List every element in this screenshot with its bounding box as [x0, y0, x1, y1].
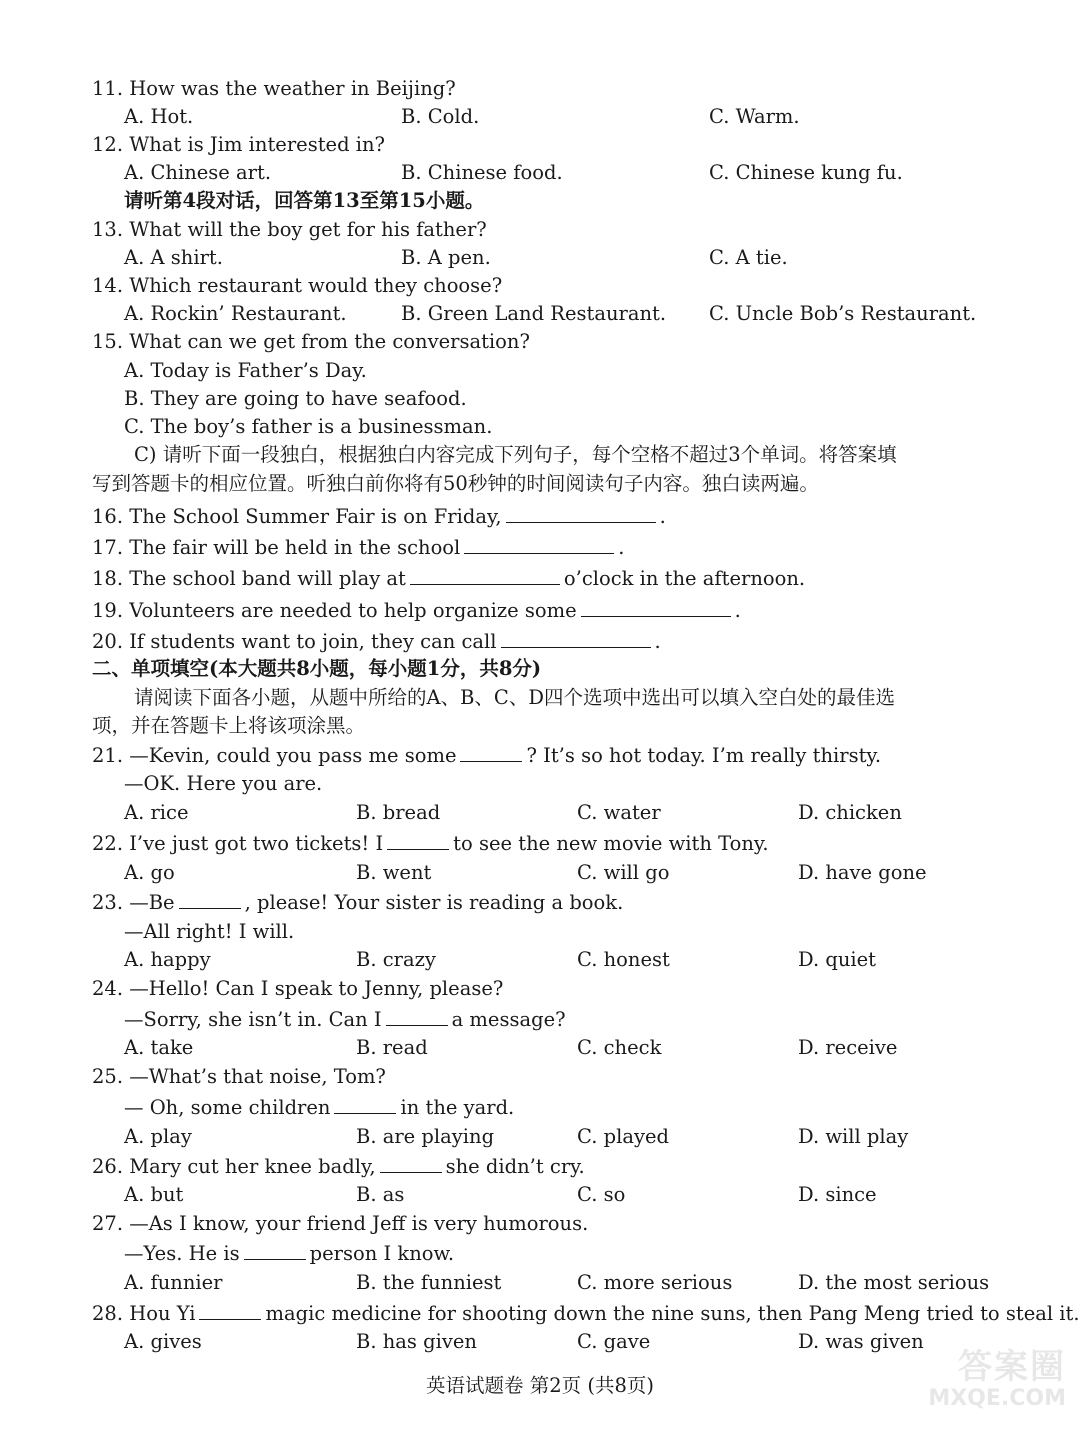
option-a: A. play: [124, 1125, 192, 1148]
option-d: D. have gone: [798, 861, 927, 884]
question-23-stem: [92, 888, 623, 916]
question-17-end: .: [618, 536, 625, 559]
question-26-text: 26. Mary cut her knee badly,: [92, 1155, 376, 1178]
question-13-stem: 13. What will the boy get for his father?: [92, 218, 487, 241]
question-21-options: [0, 799, 1080, 827]
option-a: A. take: [124, 1036, 194, 1059]
option-c: C. Warm.: [709, 105, 800, 128]
option-b: B. Chinese food.: [401, 161, 563, 184]
question-17: [92, 533, 625, 561]
answer-blank[interactable]: [387, 829, 449, 850]
part-c-instruction-line-1: C) 请听下面一段独白，根据独白内容完成下列句子，每个空格不超过3个单词。将答案填: [134, 443, 897, 466]
question-26-stem: [92, 1152, 585, 1180]
question-28-end: magic medicine for shooting down the nine suns, then Pang Meng tried to steal it.: [265, 1302, 1080, 1325]
watermark-logo: [886, 1348, 1066, 1422]
question-21-reply: —OK. Here you are.: [124, 772, 323, 795]
option-a: A. funnier: [124, 1271, 223, 1294]
watermark-text: 答案圈: [958, 1347, 1066, 1387]
question-23-reply: —All right! I will.: [124, 920, 295, 943]
question-16-end: .: [659, 505, 666, 528]
option-a: A. but: [124, 1183, 184, 1206]
question-25-reply-text: — Oh, some children: [124, 1096, 331, 1119]
answer-blank[interactable]: [581, 596, 731, 617]
question-27-reply-end: person I know.: [309, 1242, 455, 1265]
question-14-stem: 14. Which restaurant would they choose?: [92, 274, 503, 297]
question-20: [92, 627, 661, 655]
question-21-text: 21. —Kevin, could you pass me some: [92, 744, 457, 767]
question-18-text: 18. The school band will play at: [92, 567, 406, 590]
option-a: A. Hot.: [124, 105, 194, 128]
question-19-end: .: [734, 599, 741, 622]
option-c: C. played: [577, 1125, 670, 1148]
option-c: C. check: [577, 1036, 662, 1059]
question-26-options: [0, 1181, 1080, 1209]
answer-blank[interactable]: [386, 1005, 448, 1026]
option-b: B. as: [356, 1183, 405, 1206]
answer-blank[interactable]: [199, 1299, 261, 1320]
option-d: D. chicken: [798, 801, 902, 824]
option-b: B. went: [356, 861, 432, 884]
section-4-instruction: 请听第4段对话，回答第13至第15小题。: [124, 189, 485, 212]
question-18: [92, 564, 805, 592]
answer-blank[interactable]: [334, 1093, 396, 1114]
question-22-stem: [92, 829, 769, 857]
question-18-end: o’clock in the afternoon.: [563, 567, 806, 590]
option-b: B. are playing: [356, 1125, 495, 1148]
option-c: C. gave: [577, 1330, 651, 1353]
question-21-stem: [92, 741, 881, 769]
question-23-options: [0, 946, 1080, 974]
question-22-end: to see the new movie with Tony.: [453, 832, 769, 855]
answer-blank[interactable]: [410, 564, 560, 585]
option-b: B. A pen.: [401, 246, 491, 269]
option-d: D. receive: [798, 1036, 898, 1059]
option-a: A. Chinese art.: [124, 161, 272, 184]
question-12-stem: 12. What is Jim interested in?: [92, 133, 386, 156]
section-2-instruction-line-2: 项，并在答题卡上将该项涂黑。: [92, 714, 366, 737]
question-27-stem: 27. —As I know, your friend Jeff is very humorous.: [92, 1212, 589, 1235]
question-27-reply-text: —Yes. He is: [124, 1242, 240, 1265]
question-17-text: 17. The fair will be held in the school: [92, 536, 461, 559]
question-15-option-b: B. They are going to have seafood.: [124, 387, 467, 410]
question-22-text: 22. I’ve just got two tickets! I: [92, 832, 384, 855]
question-28-stem: [92, 1299, 1080, 1327]
option-c: C. Uncle Bob’s Restaurant.: [709, 302, 977, 325]
question-11-stem: 11. How was the weather in Beijing?: [92, 77, 456, 100]
question-15-option-a: A. Today is Father’s Day.: [124, 359, 367, 382]
part-c-instruction-line-2: 写到答题卡的相应位置。听独白前你将有50秒钟的时间阅读句子内容。独白读两遍。: [92, 472, 819, 495]
question-11-options: [0, 103, 1080, 131]
question-19: [92, 596, 741, 624]
question-25-reply-end: in the yard.: [400, 1096, 515, 1119]
question-15-stem: 15. What can we get from the conversation?: [92, 330, 530, 353]
option-d: D. the most serious: [798, 1271, 990, 1294]
question-24-stem: 24. —Hello! Can I speak to Jenny, please?: [92, 977, 504, 1000]
option-a: A. A shirt.: [124, 246, 223, 269]
question-13-options: [0, 244, 1080, 272]
answer-blank[interactable]: [506, 502, 656, 523]
option-a: A. Rockin’ Restaurant.: [124, 302, 347, 325]
option-b: B. the funniest: [356, 1271, 502, 1294]
section-2-title: 二、单项填空(本大题共8小题，每小题1分，共8分): [92, 657, 542, 680]
option-a: A. rice: [124, 801, 189, 824]
option-b: B. has given: [356, 1330, 477, 1353]
question-14-options: [0, 300, 1080, 328]
question-16-text: 16. The School Summer Fair is on Friday,: [92, 505, 502, 528]
option-c: C. more serious: [577, 1271, 733, 1294]
answer-blank[interactable]: [244, 1239, 306, 1260]
question-21-end: ? It’s so hot today. I’m really thirsty.: [526, 744, 882, 767]
question-16: [92, 502, 666, 530]
question-24-reply-end: a message?: [451, 1008, 566, 1031]
question-12-options: [0, 159, 1080, 187]
answer-blank[interactable]: [460, 741, 522, 762]
option-b: B. Cold.: [401, 105, 480, 128]
option-d: D. quiet: [798, 948, 876, 971]
question-20-end: .: [654, 630, 661, 653]
question-25-options: [0, 1123, 1080, 1151]
option-c: C. honest: [577, 948, 670, 971]
question-24-reply-text: —Sorry, she isn’t in. Can I: [124, 1008, 382, 1031]
page-footer: 英语试题卷 第2页 (共8页): [426, 1374, 654, 1397]
answer-blank[interactable]: [380, 1152, 442, 1173]
option-d: D. was given: [798, 1330, 924, 1353]
answer-blank[interactable]: [464, 533, 614, 554]
question-25-reply: [124, 1093, 514, 1121]
question-25-stem: 25. —What’s that noise, Tom?: [92, 1065, 386, 1088]
option-d: D. since: [798, 1183, 877, 1206]
question-23-text: 23. —Be: [92, 891, 175, 914]
option-d: D. will play: [798, 1125, 909, 1148]
question-24-reply: [124, 1005, 566, 1033]
question-22-options: [0, 859, 1080, 887]
option-c: C. so: [577, 1183, 626, 1206]
answer-blank[interactable]: [179, 888, 241, 909]
watermark-url: MXQE.COM: [928, 1386, 1066, 1411]
question-24-options: [0, 1034, 1080, 1062]
question-28-text: 28. Hou Yi: [92, 1302, 196, 1325]
section-2-instruction-line-1: 请阅读下面各小题，从题中所给的A、B、C、D四个选项中选出可以填入空白处的最佳选: [134, 686, 895, 709]
question-27-reply: [124, 1239, 454, 1267]
option-c: C. water: [577, 801, 661, 824]
option-b: B. crazy: [356, 948, 436, 971]
question-19-text: 19. Volunteers are needed to help organize some: [92, 599, 577, 622]
answer-blank[interactable]: [501, 627, 651, 648]
question-26-end: she didn’t cry.: [445, 1155, 585, 1178]
option-b: B. Green Land Restaurant.: [401, 302, 667, 325]
question-15-option-c: C. The boy’s father is a businessman.: [124, 415, 493, 438]
question-27-options: [0, 1269, 1080, 1297]
option-c: C. A tie.: [709, 246, 788, 269]
option-b: B. read: [356, 1036, 428, 1059]
option-b: B. bread: [356, 801, 441, 824]
question-23-end: , please! Your sister is reading a book.: [244, 891, 624, 914]
question-20-text: 20. If students want to join, they can call: [92, 630, 497, 653]
option-a: A. go: [124, 861, 175, 884]
option-c: C. will go: [577, 861, 670, 884]
option-a: A. happy: [124, 948, 211, 971]
option-a: A. gives: [124, 1330, 202, 1353]
option-c: C. Chinese kung fu.: [709, 161, 903, 184]
